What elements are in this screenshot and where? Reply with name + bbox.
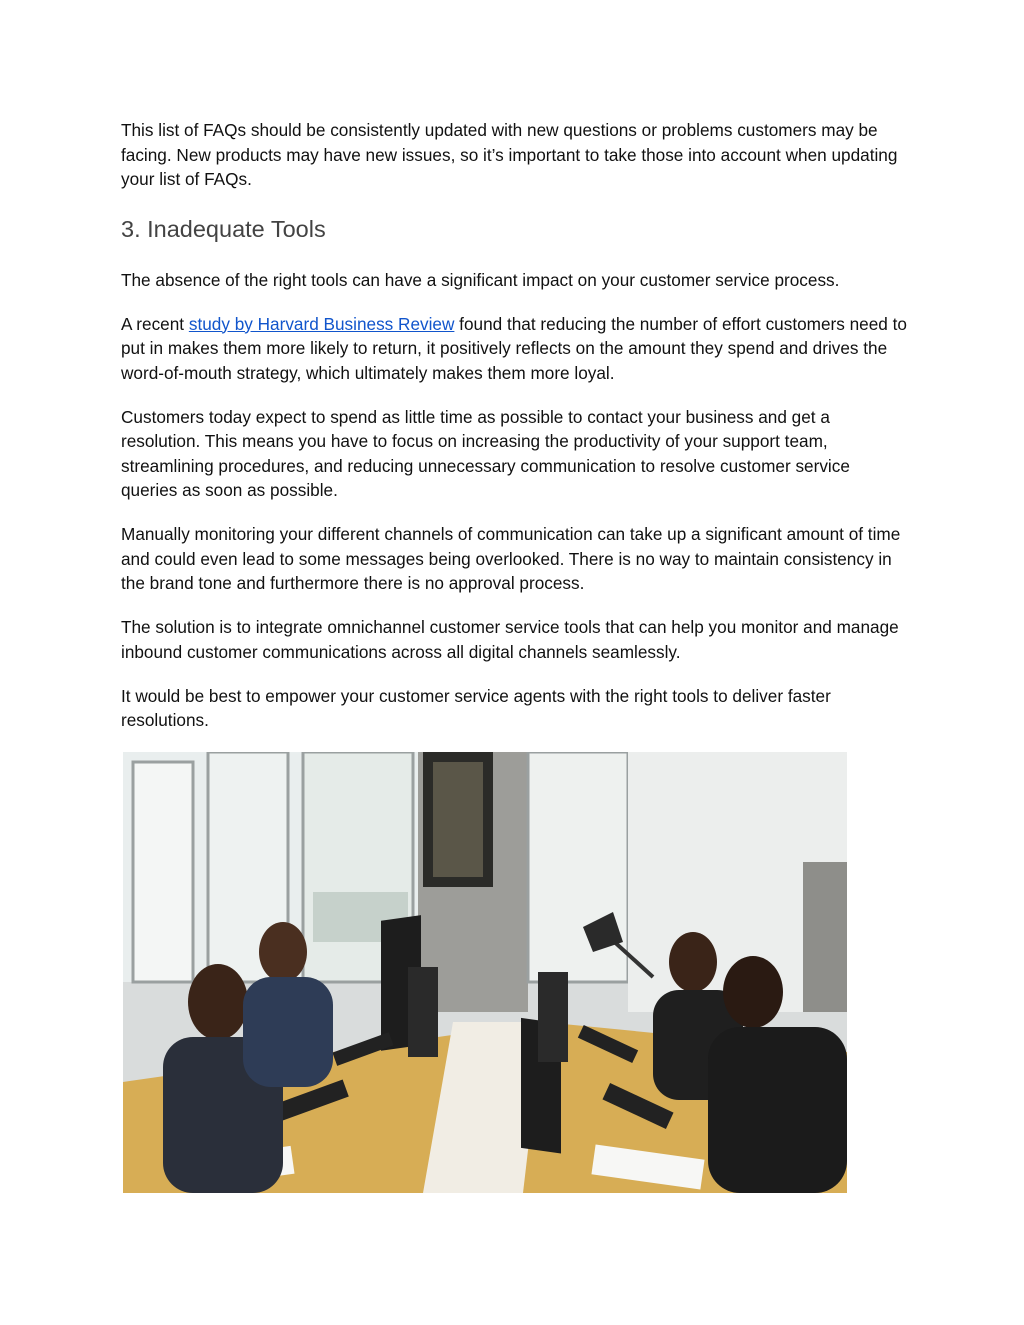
paragraph-tools-impact: The absence of the right tools can have a significant impact on your customer service process.: [121, 269, 840, 290]
paragraph-hbr-after: found that reducing the number of effort customers need to put in makes them more likely to return, it positively reflects on the amount they spend and drives the word-of-mouth strategy, which ultimately makes them more loyal.: [121, 313, 907, 383]
paragraph-hbr-before: A recent: [121, 313, 189, 334]
paragraph-customer-expectations: Customers today expect to spend as little time as possible to contact your business and get a resolution. This means you have to focus on increasing the productivity of your support team, streamlining procedures, and reducing unnecessary communication to resolve customer service queries as soon as possible.: [121, 406, 850, 500]
paragraph-omnichannel-solution: The solution is to integrate omnichannel customer service tools that can help you monitor and manage inbound customer communications across all digital channels seamlessly.: [121, 617, 899, 662]
call-center-photo: [123, 752, 847, 1193]
paragraph-empower-agents: It would be best to empower your customer service agents with the right tools to deliver faster resolutions.: [121, 685, 831, 730]
hbr-study-link[interactable]: study by Harvard Business Review: [188, 313, 455, 334]
section-heading: 3. Inadequate Tools: [121, 215, 326, 242]
paragraph-hbr-study: [121, 312, 911, 386]
document-body: [121, 118, 911, 733]
intro-paragraph: This list of FAQs should be consistently updated with new questions or problems customers may be facing. New products may have new issues, so it’s important to take those into account when updating your list of FAQs.: [121, 120, 898, 189]
paragraph-manual-monitoring: Manually monitoring your different channels of communication can take up a significant amount of time and could even lead to some messages being overlooked. There is no way to maintain consistency in the brand tone and furthermore there is no approval process.: [121, 524, 901, 593]
